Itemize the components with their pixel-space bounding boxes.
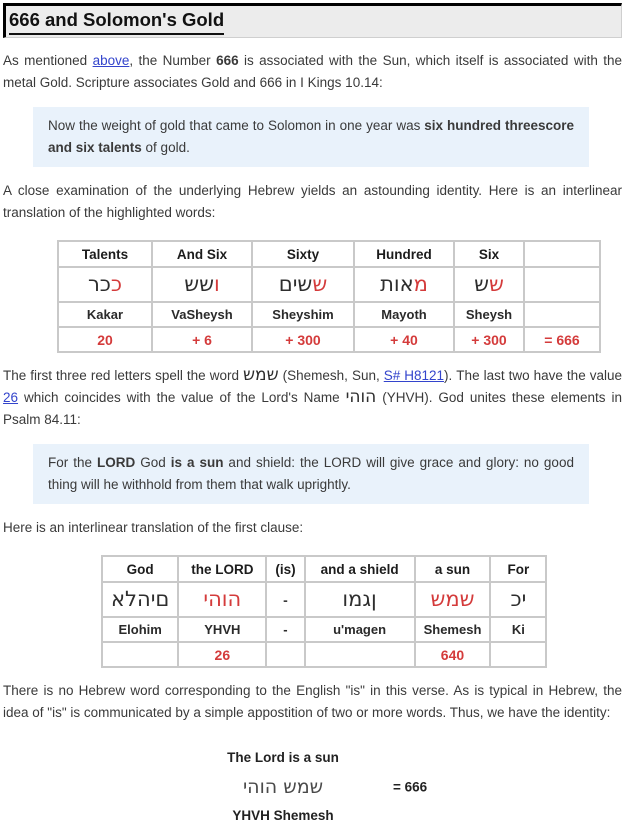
- text-segment: LORD: [96, 455, 136, 470]
- hebrew-cell: [58, 267, 152, 302]
- hebrew-cell: [524, 267, 600, 302]
- table-header-cell: a sun: [415, 556, 491, 582]
- first-clause-paragraph: [3, 517, 622, 539]
- hebrew-word: [342, 587, 376, 611]
- gematria-value-cell: + 300: [454, 327, 524, 352]
- gematria-value-cell: [102, 642, 178, 667]
- inline-link[interactable]: 26: [3, 390, 19, 405]
- text-segment: God: [135, 455, 171, 470]
- hebrew-cell: [152, 267, 252, 302]
- text-segment: which coincides with the value of the Lord's Name: [18, 390, 346, 405]
- dash: -: [283, 592, 288, 608]
- text-segment: Here is an interlinear translation of the first clause:: [3, 520, 304, 535]
- hebrew-word: [430, 587, 474, 611]
- hebrew-cell: [415, 582, 491, 617]
- text-segment: There is no Hebrew word corresponding to the English "is" in this verse. As is typical in Hebrew, the idea of "is" is communicated by a simple appostition of two or more words. Thus, we have the identity:: [3, 683, 622, 720]
- table-header-cell: Six: [454, 241, 524, 267]
- transliteration-cell: Mayoth: [354, 302, 454, 327]
- hebrew-word: [203, 587, 241, 611]
- table-header-cell: Sixty: [252, 241, 354, 267]
- inline-link[interactable]: above: [92, 53, 130, 68]
- hebrew-letters-black: םיש: [278, 272, 313, 296]
- table-transliteration-row: [102, 617, 546, 642]
- examination-paragraph: [3, 180, 622, 224]
- inline-hebrew: שמש: [242, 365, 279, 385]
- table-header-cell: Hundred: [354, 241, 454, 267]
- identity-english: The Lord is a sun: [227, 750, 339, 765]
- interlinear-table-psalm: [101, 555, 547, 668]
- gematria-value-cell: [266, 642, 304, 667]
- table-values-row: [102, 642, 546, 667]
- table-header-cell: Talents: [58, 241, 152, 267]
- hebrew-cell: [305, 582, 415, 617]
- transliteration-cell: VaSheysh: [152, 302, 252, 327]
- interlinear-table-666: [57, 240, 601, 353]
- table-header-row: [102, 556, 546, 582]
- table-header-cell: God: [102, 556, 178, 582]
- text-segment: A close examination of the underlying Hebrew yields an astounding identity. Here is an interlinear translation of the highlighted words:: [3, 183, 622, 220]
- apposition-paragraph: [3, 680, 622, 724]
- table-header-cell: and a shield: [305, 556, 415, 582]
- hebrew-letter-red: שמש: [430, 587, 475, 611]
- identity-equals-666: = 666: [393, 779, 428, 795]
- hebrew-letter-red: יהוה: [203, 587, 242, 611]
- gematria-value-cell: + 6: [152, 327, 252, 352]
- page-title-bar: [3, 3, 622, 38]
- gematria-value-cell: 640: [415, 642, 491, 667]
- transliteration-cell: Ki: [490, 617, 546, 642]
- transliteration-cell: Shemesh: [415, 617, 491, 642]
- text-segment: , the Number: [129, 53, 217, 68]
- identity-hebrew-row: [195, 775, 428, 799]
- hebrew-word: [510, 587, 526, 611]
- hebrew-word: [111, 587, 169, 611]
- text-segment: ). The last two have the value: [444, 368, 622, 383]
- hebrew-cell: [266, 582, 304, 617]
- gematria-value-cell: 26: [178, 642, 266, 667]
- hebrew-cell: [454, 267, 524, 302]
- table-header-row: [58, 241, 600, 267]
- table-transliteration-row: [58, 302, 600, 327]
- table-header-cell: (is): [266, 556, 304, 582]
- hebrew-letter-red: ו: [214, 272, 220, 296]
- text-segment: six hundred threescore and six talents: [48, 118, 574, 155]
- gematria-value-cell: + 40: [354, 327, 454, 352]
- text-segment: (Shemesh, Sun,: [278, 368, 384, 383]
- hebrew-letters-black: שש: [184, 272, 215, 296]
- text-segment: The first three red letters spell the word: [3, 368, 243, 383]
- gematria-value-cell: [305, 642, 415, 667]
- hebrew-cell: [490, 582, 546, 617]
- transliteration-cell: Sheyshim: [252, 302, 354, 327]
- hebrew-cell: [252, 267, 354, 302]
- hebrew-word: [184, 272, 220, 296]
- table-header-cell: And Six: [152, 241, 252, 267]
- hebrew-letters-black: כי: [510, 587, 527, 611]
- page-title: 666 and Solomon's Gold: [9, 9, 224, 35]
- scripture-quote-kings: [33, 107, 589, 167]
- hebrew-letters-black: ש: [474, 272, 489, 296]
- transliteration-cell: Elohim: [102, 617, 178, 642]
- transliteration-cell: u'magen: [305, 617, 415, 642]
- text-segment: of gold.: [141, 140, 190, 155]
- text-segment: and shield: the LORD will give grace and glory: no good thing will he withhold from them that walk uprightly.: [48, 455, 574, 492]
- text-segment: is associated with the Sun, which itself is associated with the metal Gold. Scripture associates Gold and 666 in I Kings 10.14:: [3, 53, 622, 90]
- transliteration-cell: -: [266, 617, 304, 642]
- hebrew-word: [88, 272, 122, 296]
- scripture-quote-psalm: [33, 444, 589, 504]
- hebrew-letter-red: ש: [489, 272, 504, 296]
- inline-hebrew: יהוה: [345, 387, 377, 407]
- text-segment: 666: [216, 53, 239, 68]
- gematria-value-cell: 20: [58, 327, 152, 352]
- identity-transliteration: YHVH Shemesh: [232, 808, 334, 823]
- text-segment: Now the weight of gold that came to Solomon in one year was: [48, 118, 425, 133]
- hebrew-word: [380, 272, 428, 296]
- hebrew-word: [474, 272, 504, 296]
- hebrew-cell: [102, 582, 178, 617]
- hebrew-letters-black: ומגן: [342, 587, 377, 611]
- table-hebrew-row: [102, 582, 546, 617]
- hebrew-cell: [354, 267, 454, 302]
- hebrew-letter-red: כ: [110, 272, 123, 296]
- text-segment: (YHVH). God unites these elements in Psalm 84.11:: [3, 390, 622, 427]
- transliteration-cell: YHVH: [178, 617, 266, 642]
- hebrew-letter-red: מ: [413, 272, 428, 296]
- hebrew-word: [279, 272, 327, 296]
- red-letters-paragraph: [3, 365, 622, 431]
- hebrew-letter-red: ש: [312, 272, 328, 296]
- gematria-value-cell: = 666: [524, 327, 600, 352]
- hebrew-letters-black: אלהים: [111, 587, 170, 611]
- hebrew-cell: [178, 582, 266, 617]
- hebrew-letters-black: רכ: [87, 272, 111, 296]
- transliteration-cell: [524, 302, 600, 327]
- table-header-cell: the LORD: [178, 556, 266, 582]
- transliteration-cell: Sheysh: [454, 302, 524, 327]
- gematria-value-cell: [490, 642, 546, 667]
- transliteration-cell: Kakar: [58, 302, 152, 327]
- intro-paragraph: [3, 50, 622, 94]
- identity-block: [195, 748, 428, 826]
- table-values-row: [58, 327, 600, 352]
- gematria-value-cell: + 300: [252, 327, 354, 352]
- table-hebrew-row: [58, 267, 600, 302]
- text-segment: As mentioned: [3, 53, 93, 68]
- text-segment: is a sun: [170, 455, 224, 470]
- hebrew-letters-black: תוא: [380, 272, 414, 296]
- inline-link[interactable]: S# H8121: [383, 368, 445, 383]
- table-header-cell: [524, 241, 600, 267]
- table-header-cell: For: [490, 556, 546, 582]
- text-segment: For the: [48, 455, 97, 470]
- identity-hebrew: יהוה שמש: [242, 776, 324, 798]
